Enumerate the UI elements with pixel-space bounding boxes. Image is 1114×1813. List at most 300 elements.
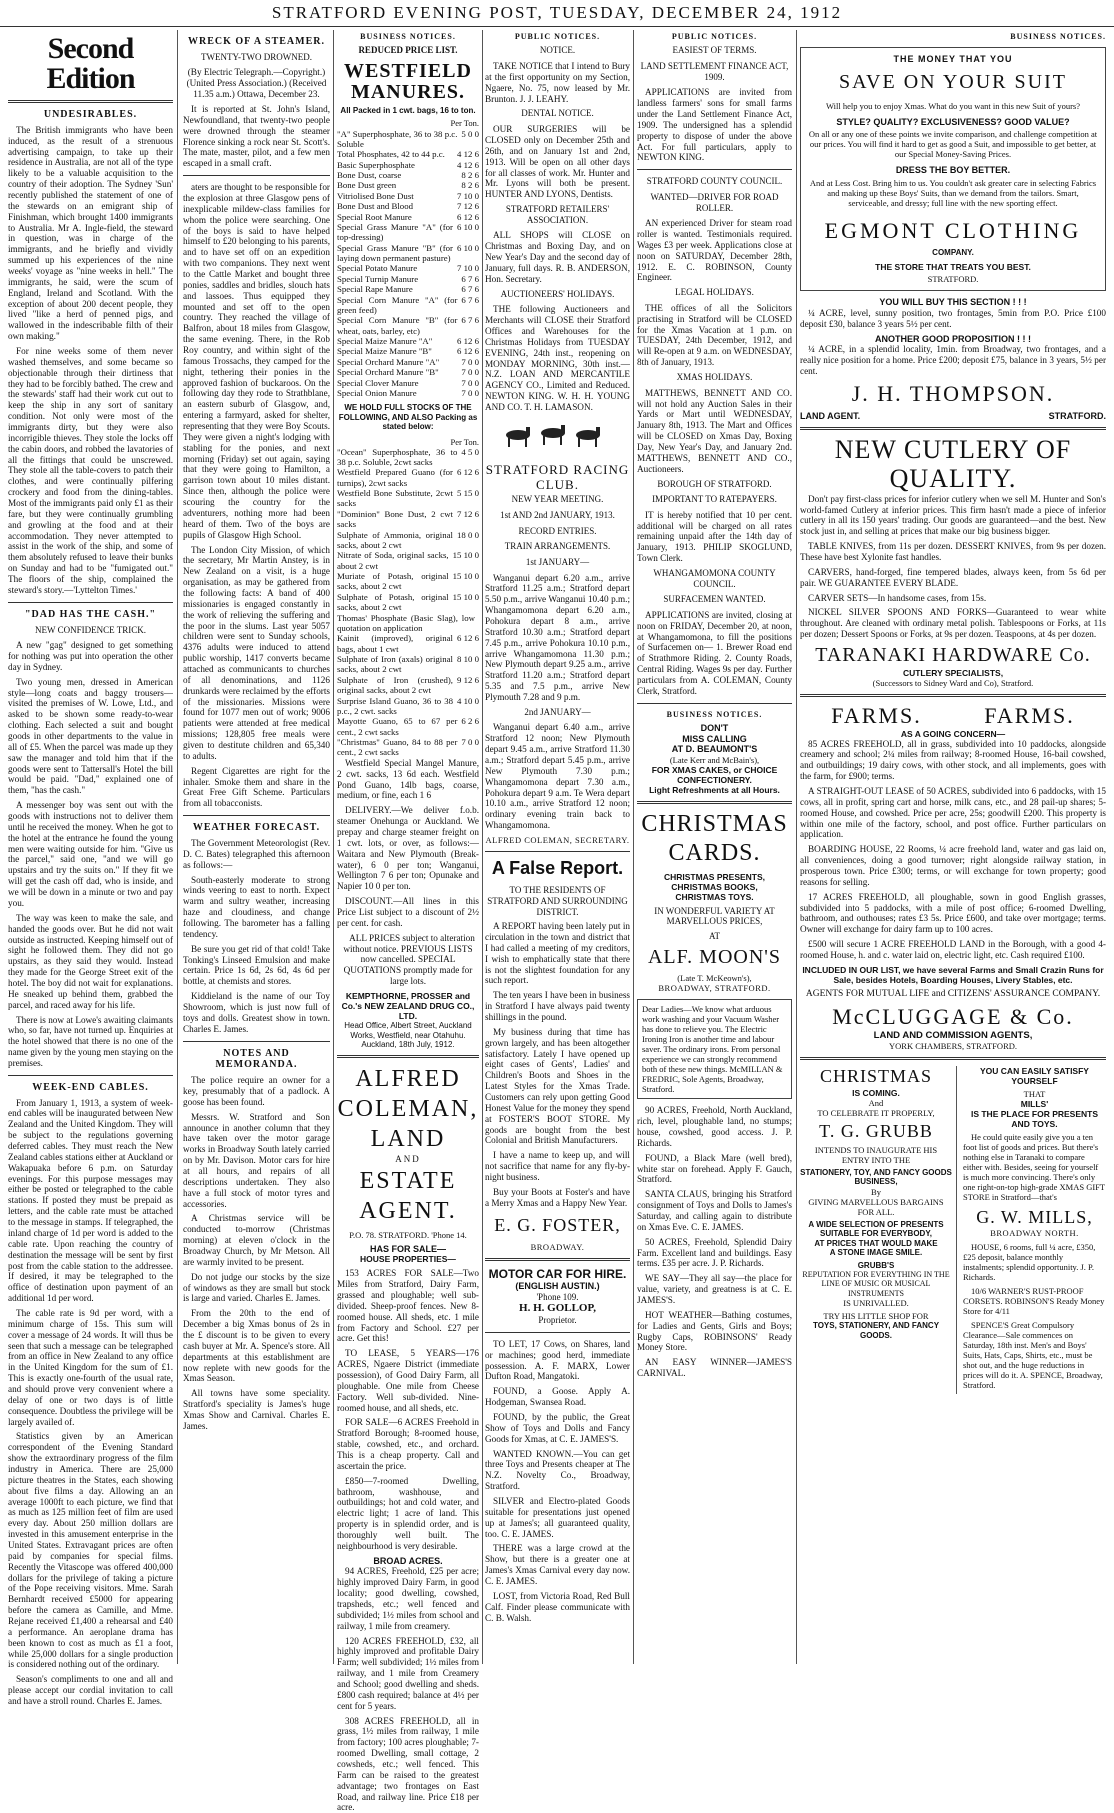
ad-line: YOURSELF bbox=[1011, 1076, 1058, 1087]
section-header: PUBLIC NOTICES. bbox=[671, 32, 758, 41]
motor-car-model: (ENGLISH AUSTIN.) bbox=[515, 1281, 600, 1292]
price-item-name: Special Maize Manure "B" bbox=[337, 346, 432, 357]
notice-text: TAKE NOTICE that I intend to Bury at the first opportunity on my Section, Ngaere, No. 75, now leased by Mr. Brunton. J. J. LEAHY. bbox=[485, 61, 630, 104]
price-item-name: Thomas' Phosphate (Basic Slag), low quotation on application bbox=[337, 612, 475, 633]
article-paragraph: The cable rate is 9d per word, with a minimum charge of 15s. This sum will cover a message of 24 words. It will thus be seen that such a message can be telegraphed from an office in New Zealand to any office in the United Kingdom for the sum of £1. This is exactly one-fourth of the usual rate, and should prove very convenient where a delay of one or two days is of little consequence. Doubtless the privilege will be largely availed of. bbox=[8, 1307, 173, 1427]
ad-line: FARMS. bbox=[984, 702, 1075, 728]
notice-heading: SURFACEMEN WANTED. bbox=[663, 594, 766, 605]
price-item-value: 6 2 6 bbox=[461, 716, 479, 727]
article-paragraph: The London City Mission, of which the secretary, Mr Martin Anstey, is in New Zealand on a visit, is a huge organisation, as may be gathered from the following facts: A band of 400 missionaries is engaged constantly in the work of relieving the suffering and the poor in the slums. Last year 5057 children were sent to Sunday schools, 4376 adults were induced to attend public worship, 1417 converts became attached as communicants to churches of all denominations, and 1126 drunkards were reclaimed by the efforts of the missionaries. Missions were found for 1077 men out of work; 9006 patients were attended at free medical missions; 128,805 free meals were given to destitute children and 65,340 to adults. bbox=[183, 544, 330, 761]
classified: SANTA CLAUS, bringing his Stratford consignment of Toys and Dolls to James's Saturday, and calling again to distribute on Xmas Eve. C. E. JAMES. bbox=[637, 1189, 792, 1232]
column-3 bbox=[337, 30, 479, 1813]
egmont-ad bbox=[800, 47, 1106, 291]
article-paragraph: aters are thought to be responsible for the explosion at three Glasgow pens of inexplicable mildew-class families for whom the police were searching. One of the boys is said to have helped himself to £20 belonging to his parents, and to have set off on an expedition with two companions. They next went to the Cattle Market and bought three ponies, saddles and bridles, slouch hats and lassoes. Thus equipped they mounted and set off to the open country. They reached the village of Balfron, about 18 miles from Glasgow, the same evening. There, in the Rob Roy country, and within sight of the famous Trossachs, they camped for the night, tethering their ponies in the approved fashion of buckaroos. On the following day they rode to Strathblane, an eastern suburb of Glasgow, and, entering a farmyard, asked for shelter, representing that they were Boy Scouts. They were given a night's lodging with stabling for the ponies, and next morning (Friday) set out again, saying that they were going to Hamilton, a garrison town about 10 miles distant. Since then, although the police were scouring the country for the adventurers, nothing more had been heard of them. Two of the boys are pupils of Glasgow High School. bbox=[183, 182, 330, 540]
ad-note: All Packed in 1 cwt. bags, 16 to ton. bbox=[340, 106, 476, 116]
price-list bbox=[337, 447, 479, 758]
notice-text: APPLICATIONS are invited from landless farmers' sons for small farms under the Land Settlement Finance Act, 1909. The undersigned has a splendid property to dispose of under the above Act. For full particulars, apply to NEWTON KING. bbox=[637, 87, 792, 163]
notice-heading: LAND SETTLEMENT FINANCE ACT, 1909. bbox=[640, 61, 789, 82]
price-item-value: 4 12 6 bbox=[457, 159, 479, 170]
price-item-value: 6 12 6 bbox=[457, 336, 479, 346]
mccluggage-name: McCLUGGAGE & Co. bbox=[832, 1004, 1074, 1030]
company-name: KEMPTHORNE, PROSSER and Co.'s NEW ZEALAND DRUG CO., LTD. bbox=[341, 991, 475, 1022]
column-1 bbox=[8, 30, 173, 1707]
foster-name: E. G. FOSTER, bbox=[494, 1214, 621, 1235]
article-paragraph: There is now at Lowe's awaiting claimants who, so far, have not turned up. Enquiries at the hotel showed that there is no one of the name given by the young men staying on the premises. bbox=[8, 1014, 173, 1068]
ad-paragraph: On all or any one of these points we invite comparison, and challenge competition at our prices. You will find it hard to get as good a Suit, and impossible to get better, at our Special Money-Saving Prices. bbox=[808, 129, 1098, 160]
ad-line: CHRISTMAS BOOKS, bbox=[671, 881, 758, 892]
price-item-name: Kainit (improved), original bags, about 1 cwt bbox=[337, 633, 453, 654]
price-item-value: 4 10 0 bbox=[457, 695, 479, 706]
price-row bbox=[337, 222, 479, 243]
stock-note: WE HOLD FULL STOCKS OF THE FOLLOWING, AND ALSO Packing as stated below: bbox=[338, 403, 478, 432]
ad-line: IS THE PLACE FOR PRESENTS AND TOYS. bbox=[970, 1109, 1099, 1130]
false-report-title: A False Report. bbox=[491, 858, 624, 879]
save-suit-title: SAVE ON YOUR SUIT bbox=[839, 71, 1067, 94]
price-item-value: 15 10 0 bbox=[452, 571, 479, 582]
price-row bbox=[337, 378, 479, 388]
divider bbox=[8, 100, 173, 103]
divider bbox=[337, 1055, 479, 1058]
article-paragraph: From the 20th to the end of December a big Xmas bonus of 2s in the £ discount is to be given to every cash buyer at Mr. A. Spence's store. All departments at this establishment are now replete with new goods for the Xmas Season. bbox=[183, 1308, 330, 1384]
ad-paragraph: TABLE KNIVES, from 11s per dozen. DESSERT KNIVES, from 9s per dozen. These have best Xylonite fast handles. bbox=[800, 541, 1106, 562]
ad-line: GIVING MARVELLOUS BARGAINS FOR ALL. bbox=[808, 1196, 944, 1217]
price-item-value: 7 0 0 bbox=[461, 387, 479, 398]
notice-heading: XMAS HOLIDAYS. bbox=[676, 372, 753, 383]
price-item-value: 7 12 6 bbox=[457, 508, 479, 519]
price-item-value: 4 5 0 bbox=[461, 446, 479, 457]
listing: BOARDING HOUSE, 22 Rooms, ¼ acre freehold land, water and gas laid on, all conveniences, doing a good turnover; right alongside railway station, in prosperous town. Price £300; terms, or will exchange for town property; good reasons for selling. bbox=[800, 844, 1106, 887]
divider bbox=[800, 694, 1106, 697]
section-header: BUSINESS NOTICES. bbox=[360, 32, 456, 41]
price-item-value: 9 12 6 bbox=[457, 674, 479, 685]
ad-line: TOYS, STATIONERY, AND FANCY bbox=[812, 1321, 940, 1331]
ad-paragraph: CARVER SETS—In handsome cases, from 15s. bbox=[808, 592, 987, 603]
ad-line: AS A GOING CONCERN— bbox=[900, 728, 1006, 739]
company-address: Head Office, Albert Street, Auckland Works, Westfield, near Otahuhu. Auckland, 18th July, 1912. bbox=[344, 1021, 472, 1049]
ad-line: IS COMING. bbox=[852, 1087, 900, 1098]
ad-line: AT PRICES THAT WOULD MAKE bbox=[814, 1238, 938, 1248]
ad-line: (Late T. McKeown's), bbox=[677, 973, 752, 984]
ad-line: By bbox=[871, 1186, 881, 1197]
ad-subheading: REDUCED PRICE LIST. bbox=[358, 45, 458, 56]
price-row bbox=[337, 633, 479, 654]
section-header: BUSINESS NOTICES. bbox=[1010, 32, 1106, 41]
article-paragraph: Statistics given by an American correspondent of the Evening Standard show the extraordinary progress of the film industry in America. There are 25,000 picture theatres in the States, each showing about five films a day. Allowing an an average 1000ft to each picture, we find that as much as 125 million feet of film are used every day. About 250 million dollars are invested in this amusement enterprise in the United States. Extravagant prices are often paid by companies for special films. Recently the Vitascope was offered 400,000 dollars for the privilege of taking a picture of the Pope receiving visitors. Mme. Sarah Bernhardt received £5000 for appearing before the camera as Camille, and Mme. Rejane received £1,400 a rehearsal and £40 a performance. An aeroplane drama has been known to cost as much as £1 a foot, while 25,000 dollars for a single production is considered nothing out of the ordinary. bbox=[8, 1431, 173, 1670]
ad-subheading: BROAD ACRES. bbox=[373, 1555, 443, 1566]
listing: 17 ACRES FREEHOLD, all ploughable, sown in good English grasses, subdivided into 5 paddocks, with a mile of post office; 6-roomed Dwelling, bathroom, and outhouses; rates £3 5s. Price £600, and take over mortgage; terms. Owner will exchange for dairy farm up to 100 acres. bbox=[800, 891, 1106, 935]
ad-paragraph: CARVERS, hand-forged, fine tempered blades, always keen, from 5s 6d per pair. WE GUARANTEE EVERY BLADE. bbox=[800, 566, 1106, 588]
mills-name: G. W. MILLS, bbox=[976, 1206, 1093, 1227]
price-item-name: Basic Superphosphate bbox=[337, 159, 415, 170]
ad-line: LAND bbox=[370, 1126, 446, 1153]
classified: THERE was a large crowd at the Show, but there is a greater one at James's Xmas Carnival every day now. C. E. JAMES. bbox=[485, 1543, 630, 1586]
price-item-value: 6 12 6 bbox=[457, 633, 479, 644]
price-row bbox=[337, 263, 479, 273]
classified: 10/6 WARNER'S RUST-PROOF CORSETS. ROBINSON'S Ready Money Store for 4/11 bbox=[963, 1285, 1105, 1316]
price-item-name: Total Phosphates, 42 to 44 p.c. bbox=[337, 149, 445, 160]
christmas-cards-title bbox=[637, 810, 792, 868]
classified: 50 ACRES, Freehold, Splendid Dairy Farm. Excellent land and buildings. Easy terms. £35 per acre. J. P. Richards. bbox=[637, 1236, 792, 1269]
price-item-value: 7 12 6 bbox=[457, 201, 479, 212]
notice-heading: TRAIN ARRANGEMENTS. bbox=[504, 541, 611, 552]
ad-line: BROADWAY NORTH. bbox=[990, 1227, 1079, 1238]
ad-line: IS UNRIVALLED. bbox=[843, 1298, 909, 1309]
listing: 94 ACRES, Freehold, £25 per acre; highly improved Dairy Farm, in good locality; good dwelling, cowshed, trapsheds, etc.; well fenced and subdivided; 1½ miles from school and railway, 1 mile from creamery. bbox=[337, 1566, 479, 1631]
price-item-value: 6 12 6 bbox=[457, 211, 479, 222]
ad-line: TO CELEBRATE IT PROPERLY, bbox=[817, 1107, 935, 1118]
motor-car-title: MOTOR CAR FOR HIRE. bbox=[488, 1266, 627, 1281]
classified: HOT WEATHER—Bathing costumes, for Ladies and Gents, Girls and Boys; Rugby Caps, ROBINSONS' Ready Money Store. bbox=[637, 1309, 792, 1353]
column-5 bbox=[637, 30, 792, 1664]
price-item-name: Mayotte Guano, 65 to 67 per cent., 2 cwt sacks bbox=[337, 716, 458, 737]
price-item-name: Bone Dust and Blood bbox=[337, 201, 413, 212]
article-paragraph: All towns have some speciality. Stratford's speciality is James's huge Xmas Show and Carnival. Charles E. James. bbox=[183, 1388, 330, 1431]
article-byline: (By Electric Telegraph.—Copyright.) (United Press Association.) (Received 11.35 a.m.) Ottawa, December 23. bbox=[186, 67, 327, 100]
price-row bbox=[337, 696, 479, 717]
price-row bbox=[337, 550, 479, 571]
ad-line: Will help you to enjoy Xmas. What do you want in this new Suit of yours? bbox=[826, 100, 1080, 111]
racehorses-illustration bbox=[485, 417, 630, 462]
listing: £500 will secure 1 ACRE FREEHOLD LAND in the Borough, with a good 4-roomed House, h. and c. water laid on, electric light, etc. Cash required £100. bbox=[800, 939, 1106, 961]
article-paragraph: It is reported at St. John's Island, Newfoundland, that twenty-two people were drowned through the steamer Florence sinking a rock near St. Scott's. The mate, master, pilot, and a few men escaped in a small craft. bbox=[183, 103, 330, 169]
notice-heading: NOTICE. bbox=[539, 45, 576, 56]
notice-text: My business during that time has grown largely, and has been altogether satisfactory. Lately I have opened up eight cases of Gents', Ladies' and Children's Boots and Shoes in the Latest Styles for the Xmas Trade. Customers can rely upon getting Good Honest Value for the money they spend at FOSTER'S BOOT STORE. My goods are bought from the best Colonial and British Manufacturers. bbox=[485, 1026, 630, 1146]
notice-heading: 1st AND 2nd JANUARY, 1913. bbox=[500, 510, 615, 521]
price-row bbox=[337, 737, 479, 758]
ad-paragraph: ¼ ACRE, in a splendid locality, 1min. from Broadway, two frontages, and a really nice position for a home. Price £200; deposit £75, balance in 3 years, 5½ per cent. bbox=[800, 344, 1106, 377]
price-item-value: 6 10 0 bbox=[457, 242, 479, 253]
price-row bbox=[337, 274, 479, 284]
ad-line: DON'T bbox=[700, 723, 729, 734]
ad-line: STYLE? QUALITY? EXCLUSIVENESS? GOOD VALUE? bbox=[836, 116, 1070, 127]
price-item-name: Special Orchard Manure "A" bbox=[337, 356, 440, 367]
ad-line: THE MONEY THAT YOU bbox=[893, 54, 1013, 65]
article-paragraph: Season's compliments to one and all and please accept our cordial invitation to call and have a stroll round. Charles E. James. bbox=[8, 1674, 173, 1707]
price-item-value: 8 2 6 bbox=[461, 180, 479, 191]
article-paragraph: Regent Cigarettes are right for the inhaler. Smoke them and share in the Great Free Gift Scheme. Particulars from all tobacconists. bbox=[183, 765, 330, 809]
classified: HOUSE, 6 rooms, full ¼ acre, £350, £25 deposit, balance monthly instalments; splendid opportunity. J. P. Richards. bbox=[963, 1241, 1096, 1282]
notice-heading: NEW YEAR MEETING. bbox=[511, 494, 604, 505]
price-row bbox=[337, 716, 479, 737]
ad-line: FARMS. bbox=[831, 702, 922, 728]
notice-text: THE following Auctioneers and Merchants will CLOSE their Stratford Offices and Warehouses for the Christmas Holidays from TUESDAY EVENING, 24th inst., reopening on MONDAY MORNING, 30th inst.— N.Z. LOAN AND MERCANTILE AGENCY CO., Limited and Reduced. NEWTON KING. W. H. H. YOUNG AND CO. T. H. LAMASON. bbox=[485, 304, 630, 412]
article-headline: UNDESIRABLES. bbox=[43, 109, 138, 120]
price-item-name: Sulphate of Iron (axals) original sacks, about 2 cwt bbox=[337, 654, 453, 675]
price-row bbox=[337, 447, 479, 468]
ad-line: THE STORE THAT TREATS YOU BEST. bbox=[875, 262, 1031, 273]
article-headline: WEEK-END CABLES. bbox=[32, 1081, 149, 1093]
ad-line: BROADWAY, STRATFORD. bbox=[658, 983, 771, 994]
egmont-name: EGMONT CLOTHING bbox=[824, 217, 1082, 243]
ad-line: A STONE IMAGE SMILE. bbox=[829, 1248, 923, 1258]
divider bbox=[485, 851, 630, 852]
ad-paragraph: And at Less Cost. Bring him to us. You couldn't ask greater care in selecting Fabrics and making up these Boys' Suits, than we demand from the tailors. Smart, serviceable, and dressy; full line with the new sporting effect. bbox=[809, 177, 1097, 208]
ad-line: YORK CHAMBERS, STRATFORD. bbox=[889, 1041, 1017, 1052]
listing: 153 ACRES FOR SALE—Two Miles from Stratford, Dairy Farm, grassed and ploughable; well sub-divided. Sheep-proof fences. New 8-roomed house. All sheds, etc. 1 mile from Factory and School. £27 per acre. Get this! bbox=[337, 1268, 479, 1344]
ad-line: STATIONERY, TOY, AND FANCY GOODS BUSINESS, bbox=[800, 1167, 952, 1187]
ad-paragraph: Don't pay first-class prices for inferior cutlery when we sell M. Hunter and Son's world-famed Cutlery at inferior prices. This firm hasn't made a piece of inferior cutlery in all its 150 years' trading. Our goods are guaranteed—and the best. New stock just in, and selling at prices that make our big business bigger. bbox=[800, 493, 1106, 537]
column-2 bbox=[183, 30, 330, 1664]
notice-heading: BOROUGH OF STRATFORD. bbox=[657, 478, 772, 489]
ad-line: TRY HIS LITTLE SHOP FOR bbox=[823, 1311, 929, 1322]
notice-text: AN experienced Driver for steam road roller is wanted. Testimonials required. Wages £3 per week. Applications close at noon on SATURDAY, December 28th, 1912. E. C. ROBINSON, County Engineer. bbox=[637, 218, 792, 283]
price-item-value: 6 7 6 bbox=[461, 273, 479, 284]
price-item-value: 5 15 0 bbox=[457, 488, 479, 499]
article-paragraph: For nine weeks some of them never washed themselves, and some became so objectionable through their dirtiness that they had to be forcibly bathed. The crew and the stewards' staff had their work cut out to keep the ship in any sort of sanitary condition. Not only were most of the immigrants dirty, but they were also incorrigible thieves. They stole the locks off the cabin doors, and robbed the lavatories of all the fittings that could be unscrewed. They stole all the table-covers to patch their clothes, and were continually pilfering crockery and food from the dining-tables. Most of the immigrants paid only £1 as their fare, but they were continually grumbling and growling at the food and at their accommodation. They never attempted to assist in the work of the ship, and some of them absolutely refused to leave their bunks on Sunday and had to be "fumigated out." The floors of the ship, complained the steward's story.—'Lyttelton Times.' bbox=[8, 345, 173, 595]
thompson-footer bbox=[800, 411, 1106, 422]
ad-line: FOR XMAS CAKES, or CHOICE CONFECTIONERY. bbox=[651, 765, 778, 786]
ad-line: (Late Kerr and McBain's), bbox=[669, 755, 760, 765]
ad-line: STRATFORD. bbox=[927, 274, 979, 285]
thompson-name: J. H. THOMPSON. bbox=[851, 380, 1055, 406]
price-item-value: 15 10 0 bbox=[452, 591, 479, 602]
price-list bbox=[337, 129, 479, 399]
notice-text: I have a name to keep up, and will not sacrifice that name for any fly-by-night business. bbox=[485, 1150, 630, 1183]
notice-text: Wanganui depart 6.40 a.m., arrive Stratford 12 noon; New Plymouth depart 9.45 a.m., arrive Stratford 11.30 a.m.; Stratford depart 5.45 p.m., arrive New Plymouth 7.30 p.m.; Whangamomona depart 7.30 a.m., Pohokura depart 9 a.m. Te Wera depart 10.10 a.m., arrive Stratford 12 noon; ordinary evening train back to Whangamomona. bbox=[485, 722, 630, 831]
ad-line: CHRISTMAS bbox=[819, 1066, 933, 1087]
classified: FOUND, by the public, the Great Show of Toys and Dolls and Fancy Goods for Xmas, at C. E. JAMES'S. bbox=[485, 1411, 630, 1444]
notice-heading: AUCTIONEERS' HOLIDAYS. bbox=[500, 288, 615, 299]
divider bbox=[637, 801, 792, 804]
classified: WE SAY—They all say—the place for value, variety, and greatness is at C. E. JAMES'S. bbox=[637, 1273, 792, 1306]
ad-line: And bbox=[868, 1097, 884, 1108]
horse-icon bbox=[498, 417, 618, 451]
notice-heading: IMPORTANT TO RATEPAYERS. bbox=[652, 494, 777, 505]
ad-line: REPUTATION FOR EVERYTHING IN THE LINE OF MUSIC OR MUSICAL INSTRUMENTS bbox=[802, 1269, 950, 1298]
price-item-value: 7 0 0 bbox=[461, 737, 479, 748]
price-item-value: 18 0 0 bbox=[457, 529, 479, 540]
listing: FOR SALE—6 ACRES Freehold in Stratford Borough; 8-roomed house, stable, cowshed, etc., and orchard. This is a cheap property. Call and ascertain the price. bbox=[337, 1417, 479, 1471]
article-paragraph: The British immigrants who have been induced, as the result of a strenuous advertising campaign, to take up their residence in Australia, are not all of the type likely to be a valuable acquisition to the country of their adoption. The Sydney 'Sun' recently published the statement of one of the stewards on an emigrant ship of Finishman, which brought 1400 immigrants to Australia. Mr A. Ingle-field, the steward in question, was in charge of the immigrants, and he briefly and vividly summed up his experiences of the nine weeks' voyage as "nine weeks in hell." The immigrants, he said, were the scum of England, Ireland and Scotland. With the exception of about 200 decent people, they lived "like a herd of penned pigs, and wallowed in the indescribable filth of their own making." bbox=[8, 124, 173, 342]
divider bbox=[183, 815, 330, 816]
price-item-name: Special Corn Manure "B" (for wheat, oats, barley, etc) bbox=[337, 315, 458, 336]
price-item-name: Special Rape Manure bbox=[337, 284, 413, 295]
motor-car-role: Proprietor. bbox=[538, 1315, 577, 1326]
notice-heading: WHANGAMOMONA COUNTY COUNCIL. bbox=[653, 568, 776, 589]
ad-line: CUTLERY SPECIALISTS, bbox=[902, 667, 1004, 678]
price-item-value: 6 12 6 bbox=[457, 467, 479, 478]
ad-paragraph: He could quite easily give you a ten foot list of goods and prices. But there's nothing else in Taranaki to compare either with. Besides, seeing for yourself is much more convincing. There's only one right-on-top high-grade XMAS GIFT STORE in Stratford—that's bbox=[963, 1132, 1105, 1203]
price-row bbox=[337, 191, 479, 201]
price-row bbox=[337, 170, 479, 180]
price-item-value: 6 7 6 bbox=[461, 294, 479, 305]
article-subheadline: NEW CONFIDENCE TRICK. bbox=[35, 624, 146, 635]
price-item-name: "Ocean" Superphosphate, 36 to 38 p.c. Soluble, 2cwt sacks bbox=[337, 446, 458, 467]
price-row bbox=[337, 592, 479, 613]
price-item-name: Bone Dust green bbox=[337, 180, 397, 191]
price-row bbox=[337, 675, 479, 696]
notice-text: ALL SHOPS will CLOSE on Christmas and Boxing Day, and on New Year's Day and the second day of January, full days. R. B. ANDERSON, Hon. Secretary. bbox=[485, 230, 630, 284]
price-item-value: 4 12 6 bbox=[457, 149, 479, 160]
price-header: Per Ton. bbox=[450, 436, 479, 447]
price-row bbox=[337, 467, 479, 488]
notice-heading: 2nd JANUARY— bbox=[524, 706, 591, 717]
price-row bbox=[337, 509, 479, 530]
price-item-name: Special Turnip Manure bbox=[337, 273, 419, 284]
price-row bbox=[337, 201, 479, 211]
motor-car-owner: H. H. GOLLOP, bbox=[519, 1302, 596, 1315]
classified: AN EASY WINNER—JAMES'S CARNIVAL. bbox=[637, 1357, 792, 1379]
ad-line: LAND AGENT. bbox=[800, 410, 861, 421]
ad-line: Light Refreshments at all Hours. bbox=[649, 785, 780, 796]
classified: SILVER and Electro-plated Goods suitable for presentations just opened up at James's; all guaranteed quality, too. C. E. JAMES. bbox=[485, 1495, 630, 1539]
article-paragraph: A new "gag" designed to get something for nothing was put into operation the other day in Sydney. bbox=[8, 640, 173, 672]
price-item-name: "A" Superphosphate, 36 to 38 p.c. Soluble bbox=[337, 128, 458, 149]
price-row bbox=[337, 149, 479, 159]
article-paragraph: A messenger boy was sent out with the goods with instructions not to deliver them until he received the money. When he got to the hotel at the entrance he found the young men were waiting outside for him. "Give us the parcel," said one, "and we will go upstairs and try the suits on." If they fit we will get the cash off dad, who is inside, and we will be down in a minute or two and pay you. bbox=[8, 800, 173, 908]
classified: FOUND, a Black Mare (well bred), white star on forehead. Apply F. Gauch, Stratford. bbox=[637, 1152, 792, 1185]
price-row bbox=[337, 129, 479, 150]
notice-text: Buy your Boots at Foster's and have a Merry Xmas and a Happy New Year. bbox=[485, 1186, 630, 1208]
notice-text: A REPORT having been lately put in circulation in the town and district that I had called a meeting of my creditors, I wish to emphatically state that there is not the slightest foundation for any such report. bbox=[485, 921, 630, 986]
ad-line: THAT bbox=[1023, 1089, 1046, 1100]
cutlery-title: NEW CUTLERY OF QUALITY. bbox=[834, 435, 1072, 494]
ad-paragraph: Westfield Special Mangel Manure, 2 cwt. sacks, 13 6d each. Westfield Pond Guano, 14lb bags, coarse, medium, or fine, each 1 6 bbox=[337, 757, 479, 801]
price-item-value: 6 10 0 bbox=[457, 221, 479, 232]
price-row bbox=[337, 212, 479, 222]
moon-name: ALF. MOON'S bbox=[647, 945, 782, 968]
price-item-value: 8 10 0 bbox=[457, 654, 479, 665]
price-item-name: Westfield Prepared Guano (for turnips), 2cwt sacks bbox=[337, 467, 453, 488]
price-row bbox=[337, 530, 479, 551]
price-item-value: 7 10 0 bbox=[457, 263, 479, 274]
ad-line: AGENTS FOR MUTUAL LIFE and CITIZENS' ASSURANCE COMPANY. bbox=[805, 988, 1101, 999]
classified: SPENCE'S Great Compulsory Clearance—Sale commences on Saturday, 18th inst. Men's and Boys' Suits, Hats, Caps, Shirts, etc., must be shot out, and the huge reductions in prices will do it. A. SPENCE, Broadway, Stratford. bbox=[963, 1319, 1103, 1390]
masthead: STRATFORD EVENING POST, TUESDAY, DECEMBER 24, 1912 bbox=[0, 0, 1114, 27]
price-item-name: Special Root Manure bbox=[337, 211, 412, 222]
price-item-name: Surprise Island Guano, 36 to 38 p.c., 2 cwt. sacks bbox=[337, 695, 453, 716]
ad-line: IN WONDERFUL VARIETY AT MARVELLOUS PRICES, bbox=[654, 905, 775, 927]
price-item-name: Sulphate of Iron (crushed), original sacks, about 2 cwt bbox=[337, 674, 453, 696]
divider bbox=[8, 1075, 173, 1076]
classified: 90 ACRES, Freehold, North Auckland, rich, level, ploughable land, no stumps; house, cowshed, good access. J. P. Richards. bbox=[637, 1105, 792, 1148]
divider bbox=[183, 175, 330, 176]
listing: 120 ACRES FREEHOLD, £32, all highly improved and profitable Dairy Farm; well subdivided; 1½ miles from railway, and 1 mile from Creamery and School; good dwelling and sheds. £800 cash required; balance at 4½ per cent for 5 years. bbox=[337, 1635, 479, 1711]
listing: 85 ACRES FREEHOLD, all in grass, subdivided into 10 paddocks, alongside creamery and school; 2¼ miles from railway; 8-roomed House, 16-bail cowshed, and outbuildings; 19 dairy cows, with other stock, and all implements, goes with the farm, for £900; terms. bbox=[800, 738, 1106, 782]
notice-heading: STRATFORD COUNTY COUNCIL. bbox=[646, 176, 783, 187]
price-item-name: Nitrate of Soda, original sacks, about 2 cwt bbox=[337, 550, 449, 571]
ad-paragraph: NICKEL SILVER SPOONS AND FORKS—Guaranteed to wear white throughout. Are cleaned with ordinary metal polish. Tablespoons or Forks, at 11s per dozen; Dessert Spoons or Forks, at 9s per dozen. Teaspoons, at 4s per dozen. bbox=[800, 607, 1106, 640]
article-paragraph: The Government Meteorologist (Rev. D. C. Bates) telegraphed this afternoon as follows:— bbox=[183, 837, 330, 870]
price-item-value: 7 10 0 bbox=[457, 190, 479, 201]
ad-line: LAND AND COMMISSION AGENTS, bbox=[873, 1030, 1033, 1042]
ad-line: COMPANY. bbox=[932, 247, 974, 257]
column-rule bbox=[482, 30, 483, 1664]
listing: £850—7-roomed Dwelling, bathroom, washhouse, and outbuildings; hot and cold water, and electric light; 1 acre of land. This property is in splendid order, and is thoroughly well built. The neighbourhood is very desirable. bbox=[337, 1475, 479, 1551]
notice-text: THE offices of all the Solicitors practising in Stratford will be CLOSED for the Xmas Vacation at 1 p.m. on TUESDAY, 24th December, 1912, and will Re-open at 9 a.m. on WEDNESDAY, 8th of January, 1913. bbox=[637, 302, 792, 368]
article-headline: WEATHER FORECAST. bbox=[192, 822, 321, 834]
notice-text: OUR SURGERIES will be CLOSED only on December 25th and 26th, and on January 1st and 2nd, 1913. Will be open on all other days for all classes of work. Mr. Hunter and Mr. Lyons will both be present. HUNTER AND LYONS, Dentists. bbox=[485, 124, 630, 200]
notice-text: The ten years I have been in business in Stratford I have always paid twenty shillings in the pound. bbox=[485, 990, 631, 1022]
column-4 bbox=[485, 30, 630, 1664]
ad-line: AT bbox=[709, 930, 720, 941]
divider bbox=[485, 1258, 630, 1261]
column-rule bbox=[177, 30, 178, 1664]
price-item-name: Special Orchard Manure "B" bbox=[337, 367, 439, 378]
edition-title: Second Edition bbox=[46, 32, 135, 95]
classified: FOUND, a Goose. Apply A. Hodgeman, Swansea Road. bbox=[485, 1386, 630, 1408]
mills-ad bbox=[963, 1066, 1106, 1394]
article-paragraph: Kiddieland is the name of our Toy Showroom, which is just now full of toys and dolls. Greatest show in town. Charles E. James. bbox=[183, 991, 330, 1034]
ad-line: AT D. BEAUMONT'S bbox=[671, 744, 758, 755]
classified: TO LET, 17 Cows, on Shares, land or machines; good herd, immediate possession. A. F. MARX, Lower Dufton Road, Mangatoki. bbox=[485, 1338, 630, 1382]
ad-line: GOODS. bbox=[859, 1330, 892, 1340]
ad-line: DRESS THE BOY BETTER. bbox=[895, 165, 1011, 176]
coleman-address: P.O. 78. STRATFORD. 'Phone 14. bbox=[349, 1229, 467, 1240]
article-paragraph: From January 1, 1913, a system of week-end cables will be inaugurated between New Zealand and the United Kingdom. They will be subject to the regulations governing deferred cables. They must reach the New Zealand cables stations either at Auckland or Wakapuaka before 6 p.m. on Saturday evenings. For this purpose messages may either be posted or telegraphed to the cable stations. If posted they must be prepaid as letters, and the cable rate must be attached to the message in stamps. If telegraphed, the inland charge of 1d per word is added to the cable rate. Upon reaching the country of destination the message will be sent by first post from the cable station to the addressee. If desired, it may be telegraphed to the office of destination upon payment of an additional 1d per word. bbox=[8, 1097, 173, 1304]
westfield-title: WESTFIELD MANURES. bbox=[344, 60, 472, 104]
article-headline: NOTES AND MEMORANDA. bbox=[215, 1047, 298, 1071]
price-row bbox=[337, 180, 479, 190]
ad-line: GRUBB'S bbox=[857, 1260, 895, 1270]
ad-line: ESTATE bbox=[359, 1167, 457, 1194]
price-row bbox=[337, 571, 479, 592]
column-6 bbox=[800, 30, 1106, 1664]
ad-subheading: HOUSE PROPERTIES— bbox=[360, 1254, 456, 1265]
divider bbox=[183, 1041, 330, 1042]
foster-address: BROADWAY. bbox=[530, 1241, 585, 1252]
price-row bbox=[337, 654, 479, 675]
notice-heading: TO THE RESIDENTS OF STRATFORD AND SURROUNDING DISTRICT. bbox=[487, 885, 628, 917]
notice-text: IT is hereby notified that 10 per cent. additional will be charged on all rates remaining unpaid after the 14th day of January, 1913. PHILIP SKOGLUND, Town Clerk. bbox=[637, 509, 792, 564]
price-item-name: Special Potato Manure bbox=[337, 263, 418, 274]
divider bbox=[8, 602, 173, 603]
section-header: PUBLIC NOTICES. bbox=[514, 32, 601, 41]
column-rule bbox=[796, 30, 797, 1664]
price-item-value: 6 7 6 bbox=[461, 284, 479, 295]
ad-line: MISS CALLING bbox=[682, 733, 747, 744]
price-row bbox=[337, 357, 479, 367]
listing: A STRAIGHT-OUT LEASE of 50 ACRES, subdivided into 6 paddocks, with 15 cows, all in profit, spring cart and horse, milk cans, etc., and 28 pail-up shares; 5-roomed House, and cowshed. Price per acre, 25s; goodwill £200. This property is within one mile of the factory, school, and post office. Further particulars on application. bbox=[800, 786, 1106, 840]
price-item-name: Special Corn Manure "A" (for green feed) bbox=[337, 294, 458, 315]
classified: LOST, from Victoria Road, Red Bull Calf. Finder please communicate with C. B. Walsh. bbox=[485, 1590, 630, 1623]
ad-line: AGENT. bbox=[359, 1197, 457, 1224]
notice-text: Wanganui depart 6.20 a.m., arrive Stratford 11.25 a.m.; Stratford depart 5.50 p.m., arrive Wanganui 10.40 p.m.; Whangamomona depart 6.20 a.m., Pohokura depart 8 a.m., arrive Stratford 10.30 a.m.; Stratford depart 7.45 p.m., arrive Pohokura 10.10 p.m., arrive Whangamomona 11.30 p.m.; New Plymouth depart 9.25 a.m., arrive Stratford 11.20 a.m.; Stratford depart 5.35 and 7.5 p.m., arrive New Plymouth 7.28 and 9 p.m. bbox=[485, 572, 630, 702]
ad-paragraph: ALL PRICES subject to alteration without notice. PREVIOUS LISTS now cancelled. SPECIAL QUOTATIONS promptly made for large lots. bbox=[343, 932, 475, 987]
price-item-name: Sulphate of Potash, original sacks, about 2 cwt bbox=[337, 591, 449, 613]
article-paragraph: A Christmas service will be conducted to-morrow (Christmas morning) at eleven o'clock in the Broadway Church, by Mr Metson. All are warmly invited to be present. bbox=[183, 1213, 330, 1267]
divider bbox=[637, 703, 792, 704]
price-item-name: Special Grass Manure "B" (for laying down permanent pasture) bbox=[337, 242, 453, 263]
notice-heading: RECORD ENTRIES. bbox=[518, 525, 597, 536]
price-item-value: 7 0 0 bbox=[461, 367, 479, 378]
grubb-name: T. G. GRUBB bbox=[819, 1120, 933, 1141]
notice-heading: 1st JANUARY— bbox=[525, 556, 590, 567]
ad-line: CHRISTMAS TOYS. bbox=[675, 891, 754, 902]
notice-heading: EASIEST OF TERMS. bbox=[672, 45, 757, 56]
divider bbox=[800, 1057, 1106, 1060]
taranaki-name: TARANAKI HARDWARE Co. bbox=[815, 643, 1091, 666]
price-row bbox=[337, 346, 479, 356]
article-paragraph: Do not judge our stocks by the size of windows as they are small but stock is large and varied. Charles E. James. bbox=[183, 1271, 330, 1304]
ad-line: CHRISTMAS bbox=[641, 811, 788, 838]
ad-line: INTENDS TO INAUGURATE HIS ENTRY INTO THE bbox=[814, 1144, 938, 1165]
price-item-value: 7 0 0 bbox=[461, 377, 479, 388]
price-row bbox=[337, 613, 479, 634]
racing-club-title: STRATFORD RACING CLUB. bbox=[485, 461, 630, 493]
article-paragraph: The way was keen to make the sale, and handed the goods over. But he did not wait outside as instructed. Keeping himself out of sight he followed them. They did not go upstairs, as they said they would. Instead they made for the George Street exit of the hotel. The boy did not wait for explanations. He sneaked up behind them, grabbed the parcel, and raced away for his life. bbox=[8, 912, 173, 1010]
farms-title bbox=[800, 703, 1106, 729]
price-item-name: Sulphate of Ammonia, original sacks, about 2 cwt bbox=[337, 529, 453, 550]
price-item-name: Special Maize Manure "A" bbox=[337, 336, 433, 346]
mcmillan-ad bbox=[637, 999, 792, 1099]
price-row bbox=[337, 284, 479, 294]
article-headline: "DAD HAS THE CASH." bbox=[24, 608, 157, 620]
price-item-value: 8 2 6 bbox=[461, 170, 479, 180]
bottom-ads bbox=[800, 1066, 1106, 1394]
ad-line: (Successors to Sidney Ward and Co), Stratford. bbox=[872, 677, 1034, 688]
price-item-name: Bone Dust, coarse bbox=[337, 170, 402, 180]
